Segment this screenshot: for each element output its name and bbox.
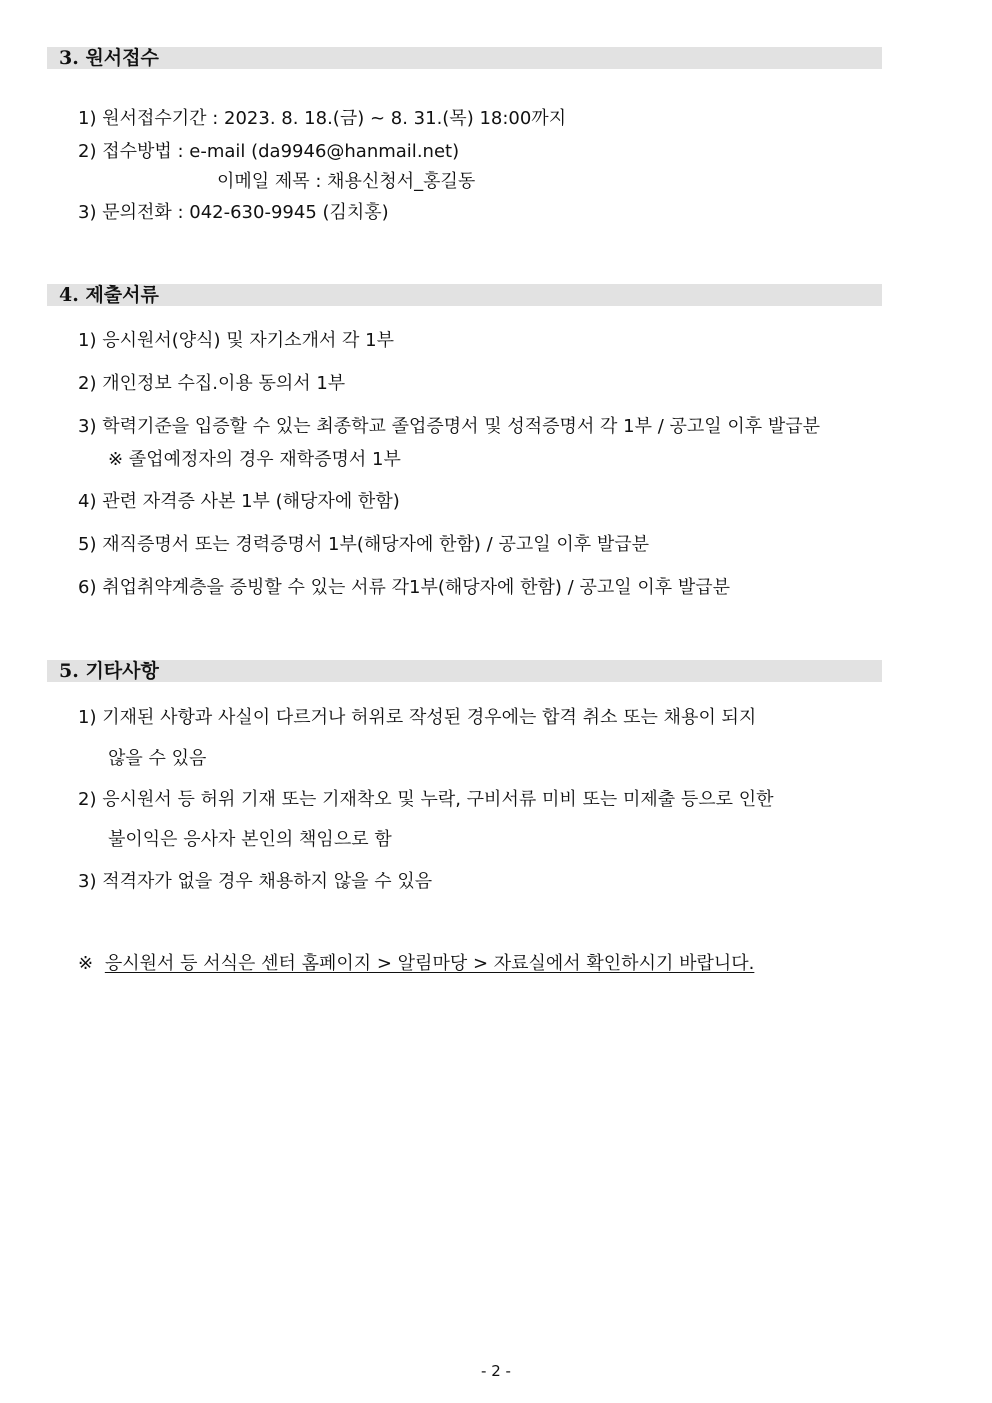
other-item: 3) 적격자가 없을 경우 채용하지 않을 수 있음: [78, 871, 433, 892]
other-item-continuation: 불이익은 응사자 본인의 책임으로 함: [108, 829, 392, 850]
application-method: 2) 접수방법 : e-mail (da9946@hanmail.net): [78, 141, 460, 162]
section-5-title: 5. 기타사항: [59, 660, 159, 682]
document-item: 1) 응시원서(양식) 및 자기소개서 각 1부: [78, 330, 395, 351]
section-4-header: [47, 284, 882, 306]
document-item: 3) 학력기준을 입증할 수 있는 최종학교 졸업증명서 및 성적증명서 각 1부 / 공고일 이후 발급분: [78, 416, 821, 437]
form-notice-text: 응시원서 등 서식은 센터 홈페이지 > 알림마당 > 자료실에서 확인하시기 바랍니다.: [104, 953, 755, 974]
other-item-continuation: 않을 수 있음: [108, 748, 207, 769]
section-4-title: 4. 제출서류: [59, 284, 159, 306]
other-item: 1) 기재된 사항과 사실이 다르거나 허위로 작성된 경우에는 합격 취소 또는 채용이 되지: [78, 707, 757, 728]
reference-mark: ※: [78, 953, 94, 974]
other-item: 2) 응시원서 등 허위 기재 또는 기재착오 및 누락, 구비서류 미비 또는 미제출 등으로 인한: [78, 789, 774, 810]
document-item: 6) 취업취약계층을 증빙할 수 있는 서류 각1부(해당자에 한함) / 공고일 이후 발급분: [78, 577, 730, 598]
page-number: - 2 -: [481, 1362, 511, 1380]
document-item: 5) 재직증명서 또는 경력증명서 1부(해당자에 한함) / 공고일 이후 발급분: [78, 534, 650, 555]
contact-phone: 3) 문의전화 : 042-630-9945 (김치홍): [78, 202, 389, 223]
section-5-header: [47, 660, 882, 682]
email-subject: 이메일 제목 : 채용신청서_홍길동: [217, 171, 476, 192]
document-item-note: ※ 졸업예정자의 경우 재학증명서 1부: [108, 449, 401, 470]
document-item: 2) 개인정보 수집.이용 동의서 1부: [78, 373, 346, 394]
section-3-header: [47, 47, 882, 69]
section-3-title: 3. 원서접수: [59, 47, 159, 69]
form-notice: [78, 952, 754, 976]
document-item: 4) 관련 자격증 사본 1부 (해당자에 한함): [78, 491, 400, 512]
application-period: 1) 원서접수기간 : 2023. 8. 18.(금) ~ 8. 31.(목) 18:00까지: [78, 108, 567, 129]
